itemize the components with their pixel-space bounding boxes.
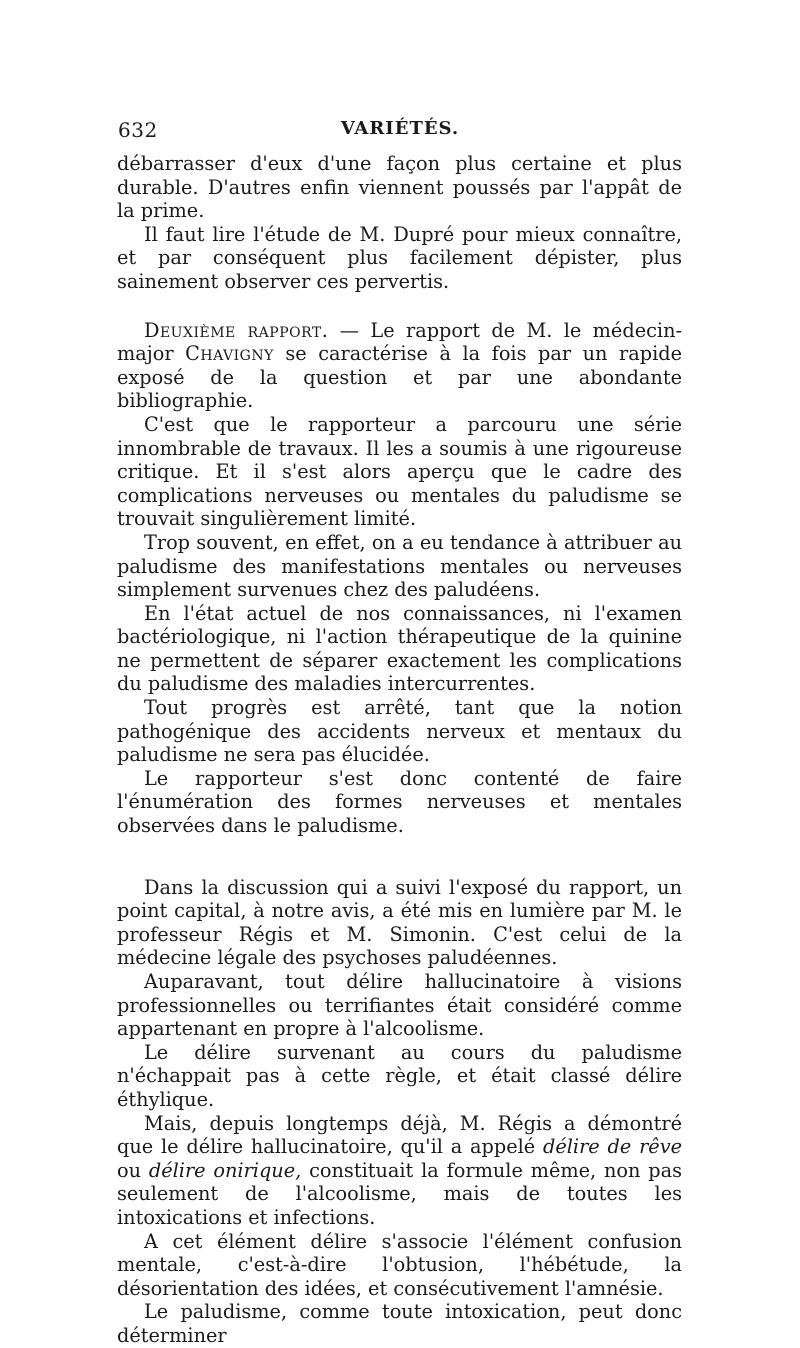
- paragraph-12-text-c: constituait la formule même, non pas seulement de l'alcoolisme, mais de toutes les intoxications et infections.: [117, 1158, 682, 1229]
- paragraph-12-text-b: ou: [117, 1158, 149, 1182]
- paragraph-5: Trop souvent, en effet, on a eu tendance à attribuer au paludisme des manifestations mentales ou nerveuses simplement survenues chez des paludéens.: [117, 530, 682, 602]
- paragraph-7: Tout progrès est arrêté, tant que la notion pathogénique des accidents nerveux et mentaux du paludisme ne sera pas élucidée.: [117, 696, 682, 767]
- paragraph-8: Le rapporteur s'est donc contenté de faire l'énumération des formes nerveuses et mentales observées dans le paludisme.: [117, 766, 682, 838]
- term-delire-onirique: délire onirique,: [148, 1158, 302, 1182]
- paragraph-3: [117, 319, 682, 413]
- term-delire-de-reve: délire de rêve: [543, 1135, 683, 1159]
- page-number: 632: [118, 118, 158, 142]
- running-head: VARIÉTÉS.: [340, 118, 460, 139]
- paragraph-3-text-b: se caractérise à la fois par un rapide exposé de la question et par une abondante bibliographie.: [117, 342, 682, 413]
- paragraph-10: Auparavant, tout délire hallucinatoire à visions professionnelles ou terrifiantes était considéré comme appartenant en propre à l'alcoolisme.: [117, 970, 682, 1041]
- paragraph-11: Le délire survenant au cours du paludisme n'échappait pas à cette règle, et était classé délire éthylique.: [117, 1040, 682, 1111]
- paragraph-12: [117, 1112, 682, 1230]
- paragraph-4: C'est que le rapporteur a parcouru une série innombrable de travaux. Il les a soumis à une rigoureuse critique. Et il s'est alors aperçu que le cadre des complications nerveuses ou mentales du paludisme se trouvait singulièrement limité.: [117, 412, 682, 531]
- paragraph-1: débarrasser d'eux d'une façon plus certaine et plus durable. D'autres enfin viennent poussés par l'appât de la prime.: [117, 152, 682, 223]
- author-name: Chavigny: [185, 342, 274, 366]
- page-header: [0, 118, 800, 148]
- page-body: [117, 152, 682, 1348]
- paragraph-3-text-a: — Le rapport de M. le médecin-major: [117, 318, 682, 366]
- paragraph-13: A cet élément délire s'associe l'élément confusion mentale, c'est-à-dire l'obtusion, l'hébétude, la désorientation des idées, et consécutivement l'amnésie.: [117, 1229, 682, 1300]
- paragraph-9: Dans la discussion qui a suivi l'exposé du rapport, un point capital, à notre avis, a été mis en lumière par M. le professeur Régis et M. Simonin. C'est celui de la médecine légale des psychoses paludéennes.: [117, 875, 682, 970]
- section-heading: Deuxième rapport.: [144, 318, 329, 342]
- paragraph-2: Il faut lire l'étude de M. Dupré pour mieux connaître, et par conséquent plus facilement dépister, plus sainement observer ces pervertis.: [117, 222, 682, 293]
- paragraph-12-text-a: Mais, depuis longtemps déjà, M. Régis a démontré que le délire hallucinatoire, qu'il a appelé: [117, 1111, 682, 1159]
- paragraph-6: En l'état actuel de nos connaissances, ni l'examen bactériologique, ni l'action thérapeutique de la quinine ne permettent de séparer exactement les complications du paludisme des maladies intercurrentes.: [117, 601, 682, 696]
- paragraph-14: Le paludisme, comme toute intoxication, peut donc déterminer: [117, 1300, 682, 1347]
